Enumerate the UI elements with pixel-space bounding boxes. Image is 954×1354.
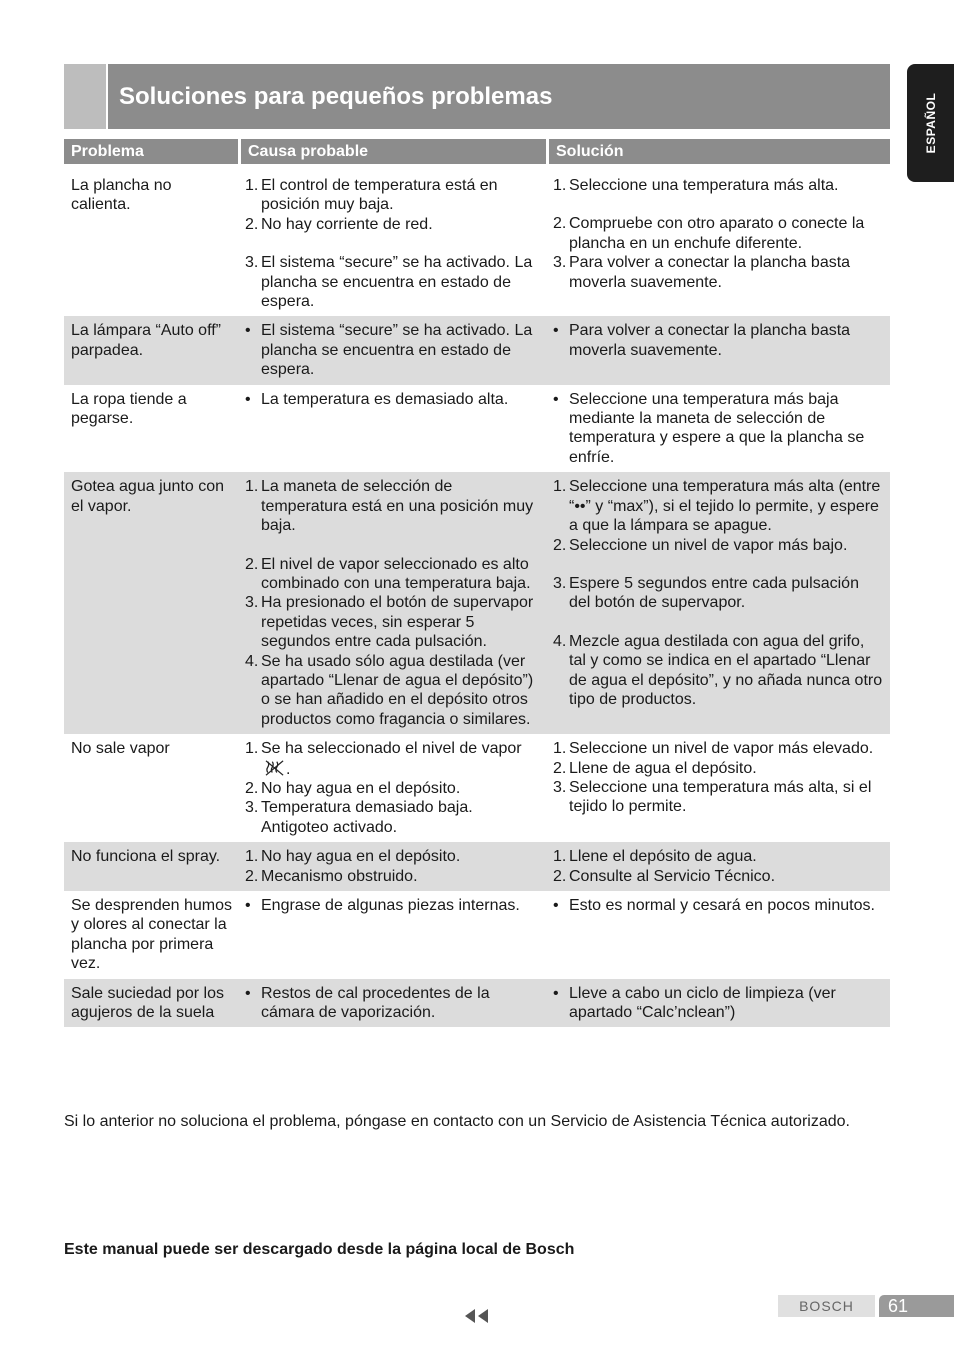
item-marker: 1.: [553, 740, 567, 758]
header-accent-block: [64, 64, 108, 129]
table-row: [64, 316, 890, 384]
solution-item: [553, 739, 884, 758]
item-text-part: Se ha seleccionado el nivel de vapor: [261, 740, 522, 758]
item-marker: 1.: [245, 848, 259, 866]
cause-list: [245, 390, 540, 409]
solution-cell: [546, 164, 890, 316]
item-marker: 4.: [245, 652, 259, 670]
item-marker: 2.: [553, 867, 567, 885]
item-marker: 3.: [553, 574, 567, 592]
cause-cell: [238, 891, 546, 979]
problem-cell: No sale vapor: [71, 740, 170, 758]
cause-item: [245, 477, 540, 535]
item-marker: 2.: [245, 555, 259, 573]
solution-item: [553, 477, 884, 535]
item-marker: 1.: [245, 177, 259, 194]
cause-list: [245, 321, 540, 379]
page-title: Soluciones para pequeños problemas: [119, 83, 553, 110]
contact-service-note: Si lo anterior no soluciona el problema, póngase en contacto con un Servicio de Asistencia Técnica autorizado.: [64, 1113, 850, 1130]
cause-list: [245, 984, 540, 1023]
solution-list: [553, 477, 884, 709]
item-text: Mezcle agua destilada con agua del grifo, tal y como se indica en el apartado “Llenar de agua el depósito”, y no añada nunca otro tipo de productos.: [569, 632, 883, 708]
table-header-row: [64, 139, 890, 164]
solution-item: [553, 778, 884, 817]
cause-item: [245, 321, 540, 379]
solution-item: [553, 253, 884, 292]
item-text: No hay agua en el depósito.: [261, 779, 461, 797]
table-row: [64, 164, 890, 316]
item-text: Temperatura demasiado baja. Antigoteo activado.: [261, 799, 473, 836]
table-row: [64, 979, 890, 1028]
item-text: Lleve a cabo un ciclo de limpieza (ver apartado “Calc’nclean”): [569, 984, 836, 1022]
cause-item: [245, 593, 540, 651]
problem-cell: La ropa tiende a pegarse.: [71, 390, 187, 428]
item-marker: 1.: [553, 848, 567, 866]
problem-cell: Gotea agua junto con el vapor.: [64, 472, 238, 734]
download-note: Este manual puede ser descargado desde la página local de Bosch: [64, 1241, 575, 1258]
item-text: Compruebe con otro aparato o conecte la plancha en un enchufe diferente.: [569, 215, 865, 252]
solution-cell: [546, 472, 890, 734]
item-text: Espere 5 segundos entre cada pulsación del botón de supervapor.: [569, 574, 859, 612]
solution-list: [553, 847, 884, 886]
item-text: No hay corriente de red.: [261, 215, 433, 233]
cause-list: [245, 477, 540, 729]
item-marker: •: [245, 984, 251, 1002]
item-marker: •: [553, 322, 559, 340]
solution-item: [553, 390, 884, 468]
language-tab: [907, 64, 954, 182]
item-marker: 3.: [553, 254, 567, 272]
brand-label: BOSCH: [778, 1295, 875, 1317]
item-marker: 2.: [553, 759, 567, 777]
item-marker: 2.: [245, 867, 259, 885]
column-header-solution: Solución: [546, 139, 890, 164]
cause-cell: [238, 734, 546, 842]
item-marker: •: [553, 897, 559, 914]
problem-cell: La plancha no calienta.: [71, 177, 172, 214]
item-text: Ha presionado el botón de supervapor repetidas veces, sin esperar 5 segundos entre cada pulsación.: [261, 594, 534, 651]
column-header-problem: Problema: [64, 139, 238, 164]
cause-list: [245, 847, 540, 886]
item-text: Seleccione una temperatura más alta.: [569, 177, 839, 194]
solution-item: [553, 847, 884, 866]
item-marker: 2.: [553, 215, 567, 233]
cause-item: [245, 652, 540, 730]
solution-item: [553, 759, 884, 778]
table-row: [64, 842, 890, 891]
solution-list: [553, 321, 884, 360]
item-marker: 3.: [553, 778, 567, 796]
problem-cell: La lámpara “Auto off” parpadea.: [64, 316, 238, 384]
language-tab-label: ESPAÑOL: [923, 92, 938, 154]
item-marker: 3.: [245, 254, 259, 272]
solution-cell: [546, 385, 890, 473]
cause-cell: [238, 979, 546, 1028]
item-text: La temperatura es demasiado alta.: [261, 390, 509, 408]
solution-list: [553, 984, 884, 1023]
item-text: Seleccione una temperatura más alta (entre “••” y “max”), si el tejido lo permite, y espere a que la lámpara se apague.: [569, 478, 881, 535]
item-text: El sistema “secure” se ha activado. La plancha se encuentra en estado de espera.: [261, 254, 533, 311]
cause-list: [245, 739, 540, 837]
table-row: [64, 385, 890, 473]
cause-cell: [238, 385, 546, 473]
solution-item: [553, 896, 884, 915]
page-number: 61: [879, 1295, 954, 1317]
item-text: Llene el depósito de agua.: [569, 848, 757, 866]
item-marker: •: [245, 897, 251, 914]
item-text: Esto es normal y cesará en pocos minutos.: [569, 897, 875, 914]
item-text: Engrase de algunas piezas internas.: [261, 897, 520, 914]
solution-item: [553, 632, 884, 710]
item-text: Seleccione un nivel de vapor más bajo.: [569, 536, 848, 554]
item-text: El sistema “secure” se ha activado. La plancha se encuentra en estado de espera.: [261, 322, 533, 379]
item-text: El control de temperatura está en posición muy baja.: [261, 177, 498, 214]
item-text: Restos de cal procedentes de la cámara de vaporización.: [261, 984, 490, 1022]
item-text: [261, 739, 540, 779]
cause-item: [245, 555, 540, 594]
troubleshooting-table: [64, 139, 890, 1027]
solution-list: [553, 739, 884, 817]
item-text: El nivel de vapor seleccionado es alto combinado con una temperatura baja.: [261, 555, 531, 592]
solution-list: [553, 896, 884, 915]
item-marker: 1.: [553, 177, 567, 194]
problem-cell: Sale suciedad por los agujeros de la suela: [64, 979, 238, 1028]
solution-item: [553, 984, 884, 1023]
item-text: Para volver a conectar la plancha basta moverla suavemente.: [569, 322, 851, 359]
solution-cell: [546, 979, 890, 1028]
problem-cell: No funciona el spray.: [64, 842, 238, 891]
solution-item: [553, 574, 884, 613]
cause-item: [245, 739, 540, 779]
solution-item: [553, 321, 884, 360]
cause-list: [245, 896, 540, 915]
item-marker: 2.: [553, 536, 567, 554]
cause-item: [245, 390, 540, 409]
cause-item: [245, 847, 540, 866]
cause-cell: [238, 164, 546, 316]
item-marker: 1.: [245, 740, 259, 758]
item-marker: 2.: [245, 779, 259, 797]
item-text: Para volver a conectar la plancha basta moverla suavemente.: [569, 254, 851, 291]
problem-cell: Se desprenden humos y olores al conectar la plancha por primera vez.: [71, 897, 232, 973]
item-marker: •: [553, 390, 559, 408]
item-text: Se ha usado sólo agua destilada (ver apartado “Llenar de agua el depósito”) o se han añadido en el depósito otros productos como fragancia o similares.: [261, 652, 534, 728]
item-marker: 3.: [245, 594, 259, 612]
solution-cell: [546, 734, 890, 842]
solution-cell: [546, 316, 890, 384]
item-text: Llene de agua el depósito.: [569, 759, 757, 777]
item-marker: 1.: [553, 478, 567, 496]
item-marker: •: [553, 984, 559, 1002]
cause-item: [245, 984, 540, 1023]
item-text-suffix: .: [286, 760, 291, 778]
previous-page-icon[interactable]: [464, 1307, 494, 1325]
item-marker: 4.: [553, 632, 567, 650]
table-row: [64, 734, 890, 842]
item-marker: •: [245, 390, 251, 408]
solution-list: [553, 390, 884, 468]
item-text: Seleccione un nivel de vapor más elevado.: [569, 740, 874, 758]
solution-cell: [546, 891, 890, 979]
solution-cell: [546, 842, 890, 891]
solution-item: [553, 214, 884, 253]
cause-item: [245, 176, 540, 215]
cause-cell: [238, 472, 546, 734]
solution-list: [553, 176, 884, 292]
column-header-cause: Causa probable: [238, 139, 546, 164]
table-row: [64, 472, 890, 734]
item-marker: 3.: [245, 799, 259, 817]
solution-item: [553, 867, 884, 886]
cause-cell: [238, 316, 546, 384]
cause-item: [245, 867, 540, 886]
item-text: Mecanismo obstruido.: [261, 867, 418, 885]
cause-item: [245, 896, 540, 915]
table-row: [64, 891, 890, 979]
item-marker: 2.: [245, 215, 259, 233]
section-header: [64, 64, 890, 129]
item-text: La maneta de selección de temperatura está en una posición muy baja.: [261, 478, 534, 535]
item-marker: •: [245, 322, 251, 340]
item-marker: 1.: [245, 478, 259, 496]
item-text: No hay agua en el depósito.: [261, 848, 461, 866]
item-text: Seleccione una temperatura más alta, si el tejido lo permite.: [569, 778, 872, 816]
item-text: Seleccione una temperatura más baja mediante la maneta de selección de temperatura y espere a que la plancha se enfríe.: [569, 390, 865, 466]
cause-item: [245, 215, 540, 234]
no-steam-icon: [265, 759, 285, 777]
solution-item: [553, 536, 884, 555]
item-text: Consulte al Servicio Técnico.: [569, 867, 776, 885]
solution-item: [553, 176, 884, 195]
cause-item: [245, 779, 540, 798]
cause-item: [245, 253, 540, 311]
cause-cell: [238, 842, 546, 891]
cause-list: [245, 176, 540, 311]
cause-item: [245, 798, 540, 837]
